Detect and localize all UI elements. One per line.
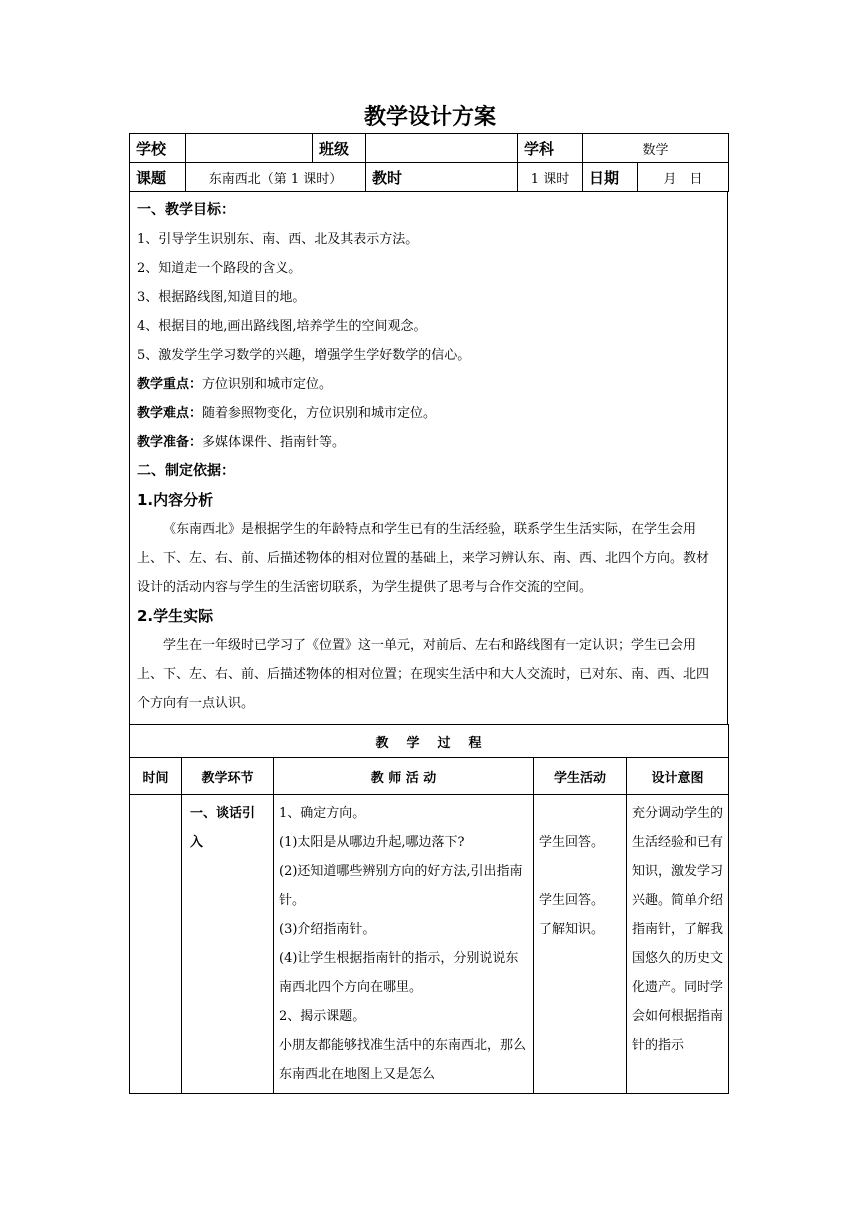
key-point xyxy=(137,370,720,399)
row-stage: 一、谈话引入 xyxy=(182,795,274,1094)
class-label: 班级 xyxy=(313,134,366,163)
process-table xyxy=(129,724,729,1094)
teacher-line: (1)太阳是从哪边升起,哪边落下? xyxy=(279,835,465,850)
page-title: 教学设计方案 xyxy=(363,105,496,130)
row-teacher-activity xyxy=(274,795,534,1094)
objective-item: 5、激发学生学习数学的兴趣，增强学生学好数学的信心。 xyxy=(137,348,471,363)
teacher-line: 2、揭示课题。 xyxy=(279,1009,366,1024)
student-line: 学生回答。 xyxy=(539,835,605,850)
difficulty-label: 教学难点： xyxy=(137,406,203,421)
school-label: 学校 xyxy=(130,134,186,163)
teacher-line: (3)介绍指南针。 xyxy=(279,922,376,937)
school-value xyxy=(186,134,313,163)
header-intent: 设计意图 xyxy=(627,758,729,795)
header-time: 时间 xyxy=(130,758,182,795)
teacher-line: 小朋友都能够找准生活中的东南西北，那么东南西北在地图上又是怎么 xyxy=(279,1038,527,1082)
student-situation-heading: 2.学生实际 xyxy=(137,607,214,625)
objective-item: 1、引导学生识别东、南、西、北及其表示方法。 xyxy=(137,232,419,247)
objective-item: 2、知道走一个路段的含义。 xyxy=(137,261,302,276)
row-student-activity xyxy=(534,795,627,1094)
content-analysis-heading: 1.内容分析 xyxy=(137,491,214,509)
header-student: 学生活动 xyxy=(534,758,627,795)
subject-value: 数学 xyxy=(583,134,729,163)
info-row-2 xyxy=(130,163,729,192)
info-table xyxy=(129,133,729,192)
teacher-line: (2)还知道哪些辨别方向的好方法,引出指南针。 xyxy=(279,864,523,908)
objectives-and-basis xyxy=(129,192,728,725)
objectives-heading: 一、教学目标： xyxy=(137,202,235,218)
teacher-line: 1、确定方向。 xyxy=(279,806,366,821)
student-line: 学生回答。 xyxy=(539,893,605,908)
lesson-plan-sheet xyxy=(129,133,728,1094)
hours-value: 1 课时 xyxy=(518,163,583,192)
objective-item: 3、根据路线图,知道目的地。 xyxy=(137,290,306,305)
subject-label: 学科 xyxy=(518,134,583,163)
student-situation-text: 学生在一年级时已学习了《位置》这一单元，对前后、左右和路线图有一定认识；学生已会用上、下、左、右、前、后描述物体的相对位置；在现实生活中和大人交流时，已对东、南、西、北四个方向有一点认识。 xyxy=(137,638,710,711)
teacher-line: (4)让学生根据指南针的指示，分别说说东南西北四个方向在哪里。 xyxy=(279,951,519,995)
preparation-label: 教学准备： xyxy=(137,435,203,450)
process-title: 教学过程 xyxy=(130,725,729,758)
preparation xyxy=(137,428,720,457)
content-analysis-text: 《东南西北》是根据学生的年龄特点和学生已有的生活经验，联系学生生活实际，在学生会用上、下、左、右、前、后描述物体的相对位置的基础上，来学习辨认东、南、西、北四个方向。教材设计的活动内容与学生的生活密切联系，为学生提供了思考与合作交流的空间。 xyxy=(137,522,710,595)
class-value xyxy=(366,134,518,163)
key-point-text: 方位识别和城市定位。 xyxy=(202,377,333,392)
topic-value: 东南西北（第 1 课时） xyxy=(186,163,366,192)
difficulty-point xyxy=(137,399,720,428)
student-line: 了解知识。 xyxy=(539,922,605,937)
row-time xyxy=(130,795,182,1094)
objective-item: 4、根据目的地,画出路线图,培养学生的空间观念。 xyxy=(137,319,427,334)
date-value: 月 日 xyxy=(638,163,729,192)
process-row xyxy=(130,795,729,1094)
info-row-1 xyxy=(130,134,729,163)
header-teacher: 教 师 活 动 xyxy=(274,758,534,795)
process-header-row xyxy=(130,758,729,795)
header-stage: 教学环节 xyxy=(182,758,274,795)
key-point-label: 教学重点： xyxy=(137,377,203,392)
row-design-intent: 充分调动学生的生活经验和已有知识，激发学习兴趣。简单介绍指南针，了解我国悠久的历史文化遗产。同时学会如何根据指南针的指示 xyxy=(627,795,729,1094)
difficulty-text: 随着参照物变化，方位识别和城市定位。 xyxy=(202,406,437,421)
topic-label: 课题 xyxy=(130,163,186,192)
basis-heading: 二、制定依据： xyxy=(137,463,235,479)
date-label: 日期 xyxy=(583,163,638,192)
hours-label: 教时 xyxy=(366,163,518,192)
preparation-text: 多媒体课件、指南针等。 xyxy=(202,435,346,450)
